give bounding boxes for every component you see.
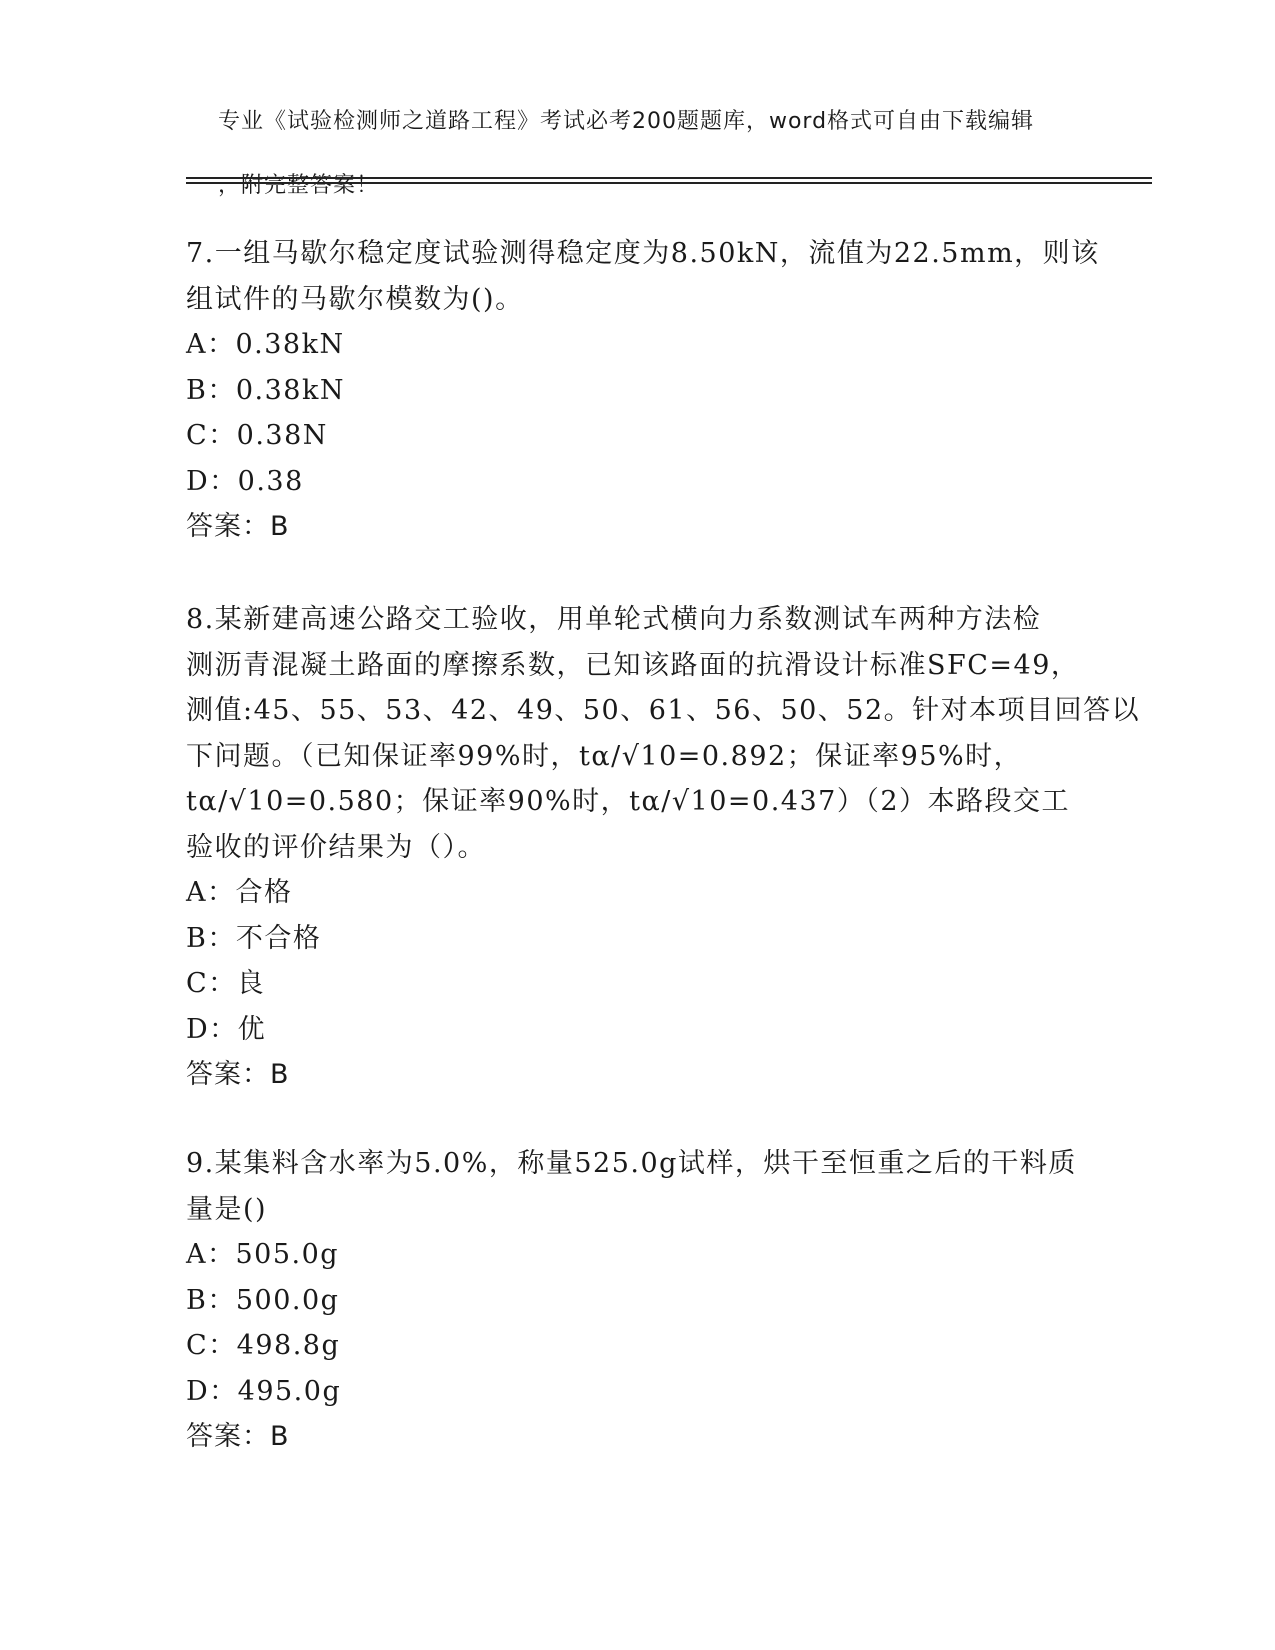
stem-line: 8.某新建高速公路交工验收，用单轮式横向力系数测试车两种方法检 bbox=[186, 604, 1042, 635]
option-c: C：良 bbox=[186, 968, 266, 999]
option-a: A：0.38kN bbox=[186, 329, 345, 360]
question-8 bbox=[186, 597, 1141, 1098]
option-d: D：0.38 bbox=[186, 465, 304, 497]
stem-line: 量是() bbox=[186, 1193, 268, 1225]
answer-label: 答案：B bbox=[186, 511, 290, 542]
question-stem bbox=[186, 1141, 1086, 1232]
option-b: B：0.38kN bbox=[186, 374, 345, 406]
question-7 bbox=[186, 231, 1100, 550]
option-d: D：优 bbox=[186, 1013, 267, 1045]
option-c: C：498.8g bbox=[186, 1330, 341, 1361]
header-line-1: 专业《试验检测师之道路工程》考试必考200题题库，word格式可自由下载编辑 bbox=[217, 109, 1035, 134]
header-divider-top bbox=[186, 177, 1152, 179]
option-a: A：合格 bbox=[186, 877, 293, 908]
header-line-2: ，附完整答案！ bbox=[217, 173, 379, 198]
question-9 bbox=[186, 1141, 1086, 1460]
option-c: C：0.38N bbox=[186, 420, 328, 451]
stem-line: tα/√10=0.580；保证率90%时，tα/√10=0.437）（2）本路段交工 bbox=[186, 786, 1071, 817]
option-b: B：不合格 bbox=[186, 922, 322, 954]
answer-label: 答案：B bbox=[186, 1421, 290, 1452]
answer-label: 答案：B bbox=[186, 1059, 290, 1090]
stem-line: 测值:45、55、53、42、49、50、61、56、50、52。针对本项目回答以 bbox=[186, 695, 1141, 726]
stem-line: 测沥青混凝土路面的摩擦系数，已知该路面的抗滑设计标准SFC=49， bbox=[186, 649, 1080, 681]
stem-line: 验收的评价结果为（）。 bbox=[186, 831, 486, 863]
question-stem bbox=[186, 597, 1141, 870]
header-divider-bottom bbox=[186, 182, 1152, 184]
option-d: D：495.0g bbox=[186, 1375, 342, 1407]
option-a: A：505.0g bbox=[186, 1239, 340, 1270]
document-header bbox=[186, 74, 1066, 234]
stem-line: 7.一组马歇尔稳定度试验测得稳定度为8.50kN，流值为22.5mm，则该 bbox=[186, 238, 1100, 269]
question-stem bbox=[186, 231, 1100, 322]
stem-line: 组试件的马歇尔模数为()。 bbox=[186, 283, 524, 315]
stem-line: 下问题。（已知保证率99%时，tα/√10=0.892；保证率95%时， bbox=[186, 740, 1023, 772]
option-b: B：500.0g bbox=[186, 1284, 340, 1316]
stem-line: 9.某集料含水率为5.0%，称量525.0g试样，烘干至恒重之后的干料质 bbox=[186, 1148, 1077, 1179]
